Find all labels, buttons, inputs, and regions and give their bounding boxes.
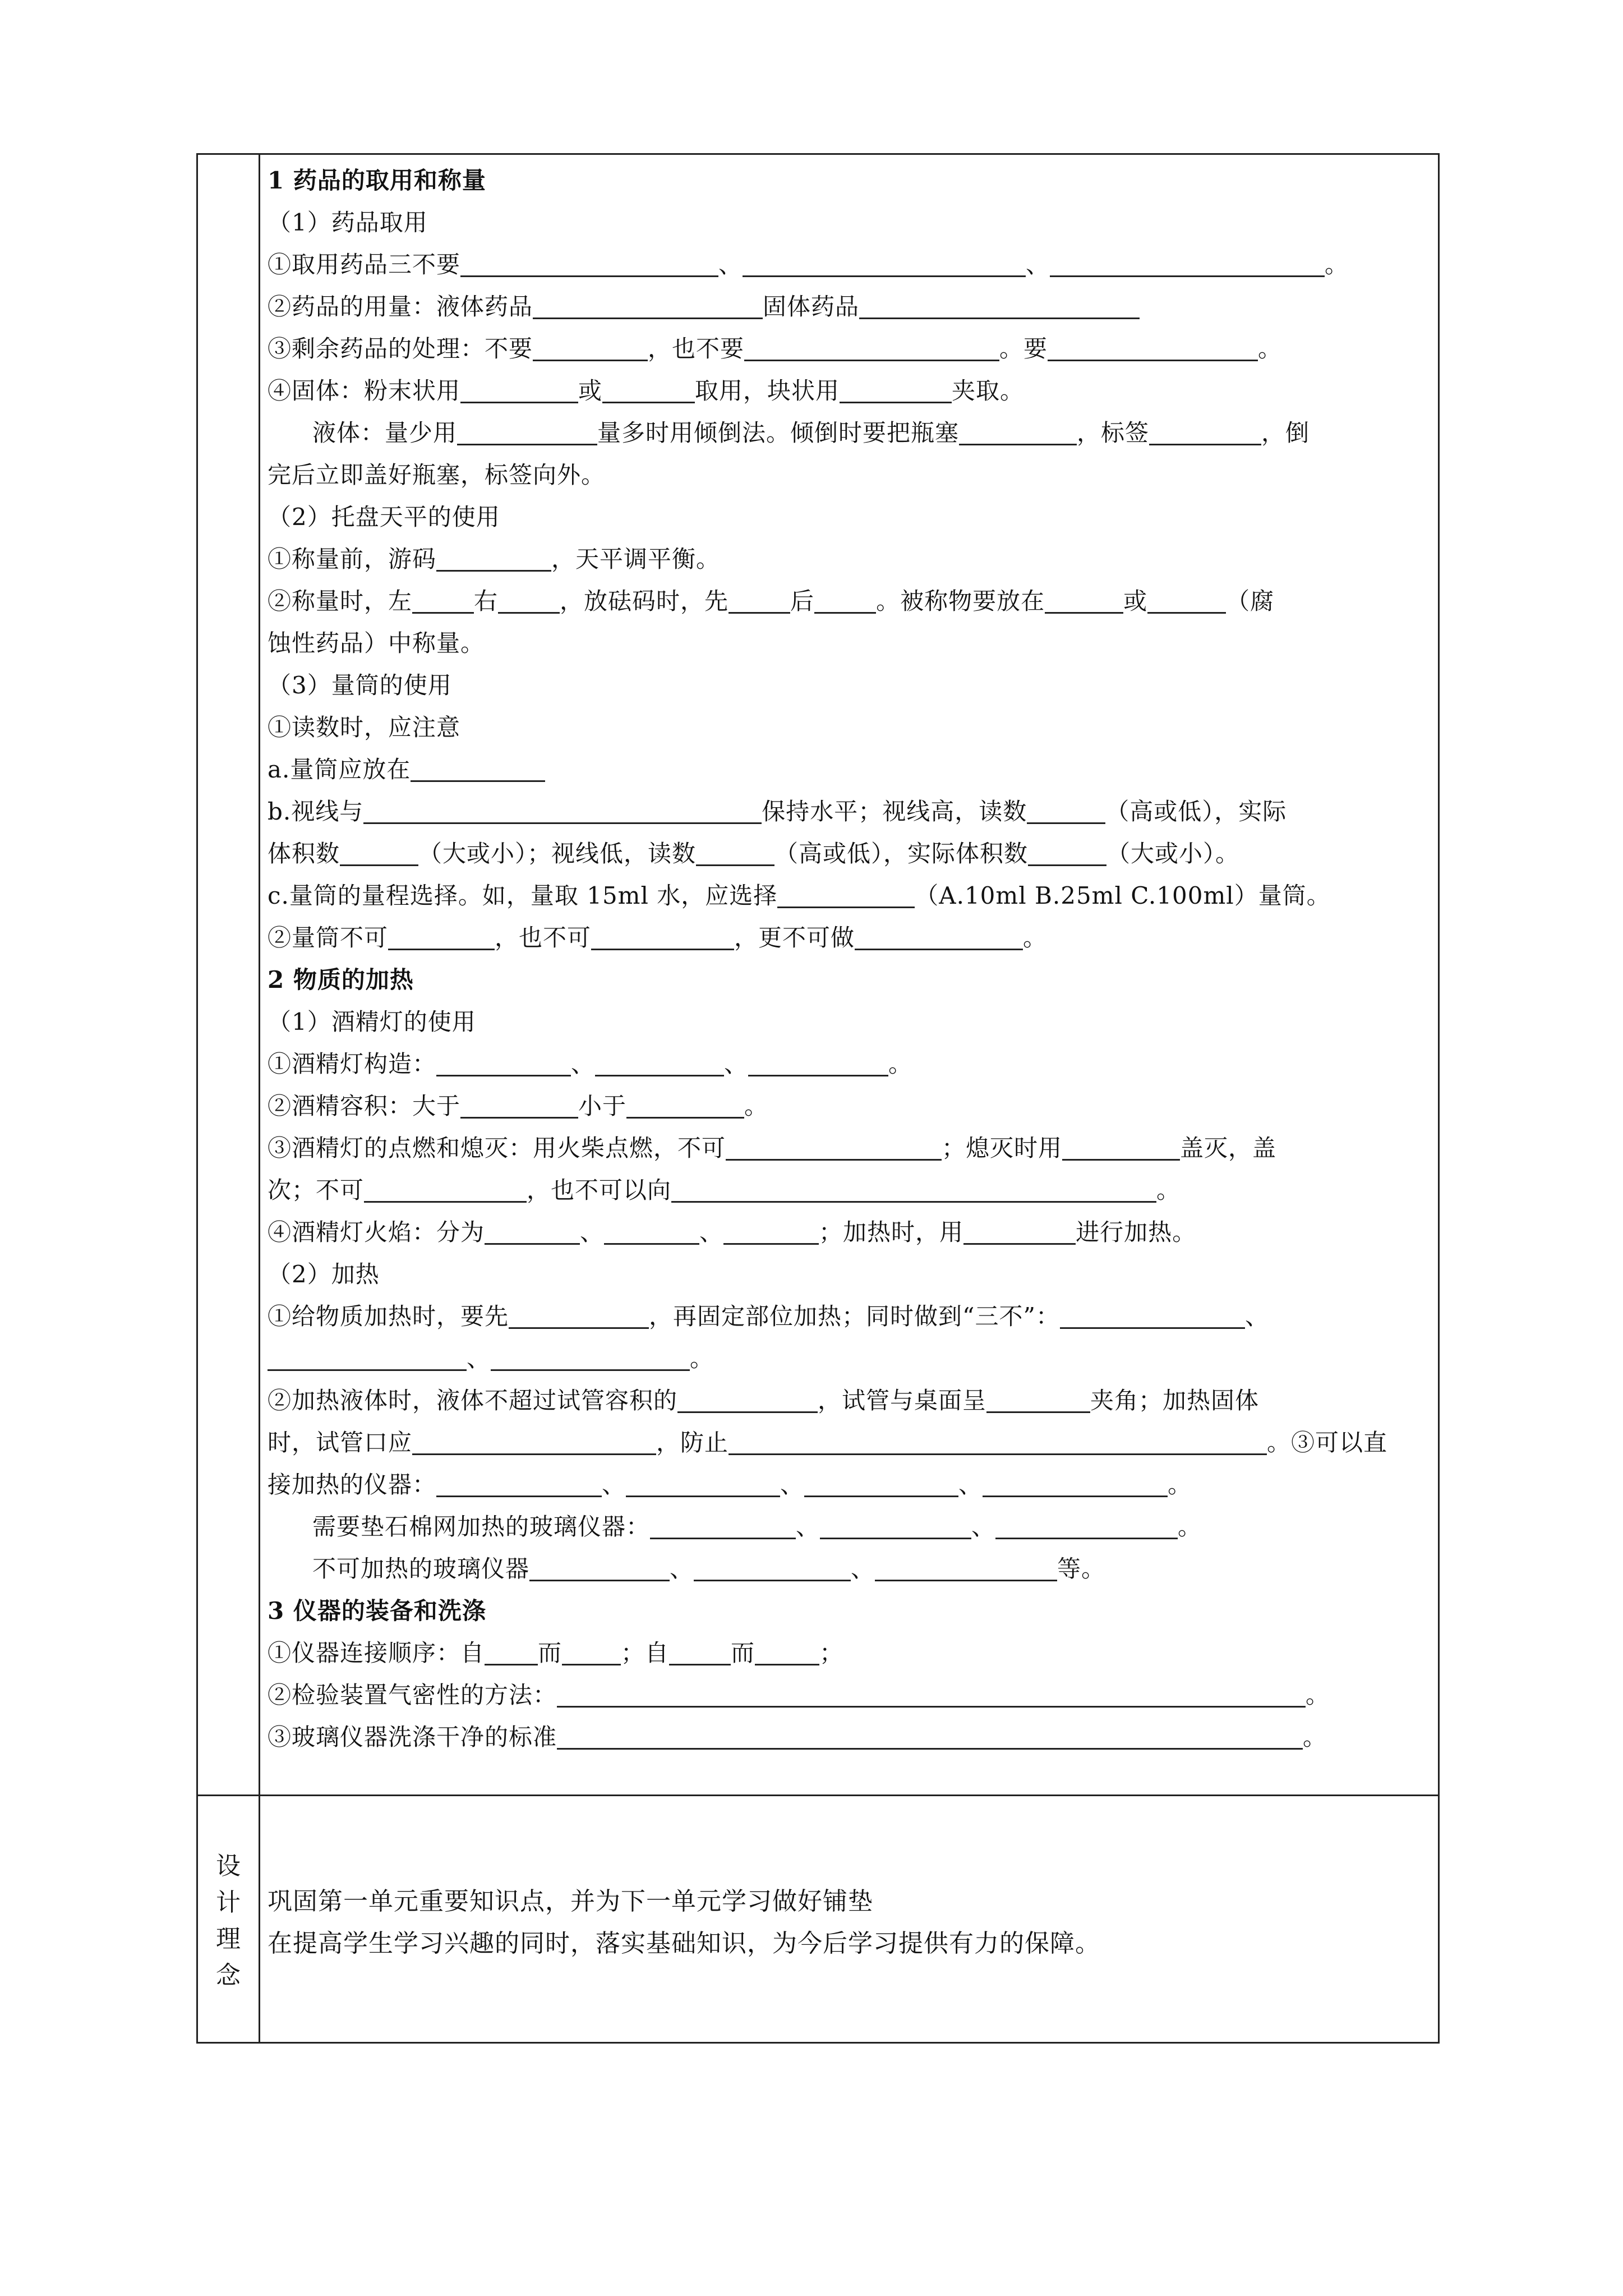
text-line: ③玻璃仪器洗涤干净的标准 。	[268, 1723, 1327, 1751]
section-heading-3: 3 仪器的装备和洗涤	[268, 1597, 486, 1625]
section-heading-2: 2 物质的加热	[268, 966, 414, 993]
text-line: 需要垫石棉网加热的玻璃仪器： 、 、 。	[312, 1513, 1202, 1540]
fill-blank[interactable]	[855, 923, 1023, 950]
text-line: ①仪器连接顺序：自 而 ；自 而 ；	[268, 1639, 844, 1667]
fill-blank[interactable]	[1048, 334, 1258, 361]
fill-blank[interactable]	[777, 881, 915, 908]
text-line: a.量筒应放在	[268, 748, 545, 790]
fill-blank[interactable]	[983, 1470, 1168, 1497]
fill-blank[interactable]	[591, 923, 734, 950]
fill-blank[interactable]	[436, 1049, 571, 1076]
text-line: ①称量前，游码 ，天平调平衡。	[268, 545, 721, 573]
fill-blank[interactable]	[959, 418, 1077, 445]
fill-blank[interactable]	[963, 1217, 1076, 1245]
column-divider	[259, 155, 260, 2042]
fill-blank[interactable]	[677, 1386, 818, 1413]
text-line: 时，试管口应 ，防止 。③可以直	[268, 1429, 1388, 1456]
fill-blank[interactable]	[859, 292, 1140, 319]
text-line: ④酒精灯火焰：分为 、 、 ；加热时，用 进行加热。	[268, 1218, 1197, 1246]
fill-blank[interactable]	[460, 1091, 578, 1119]
fill-blank[interactable]	[671, 1175, 1156, 1203]
text-line: ②药品的用量：液体药品 固体药品	[268, 286, 1140, 328]
fill-blank[interactable]	[364, 1175, 527, 1203]
fill-blank[interactable]	[820, 1512, 971, 1539]
fill-blank[interactable]	[814, 586, 876, 614]
text-line: ②量筒不可 ，也不可 ，更不可做 。	[268, 924, 1048, 951]
subsection-heating: （2）加热	[268, 1260, 380, 1288]
fill-blank[interactable]	[412, 586, 474, 614]
text-line: ①读数时，应注意	[268, 714, 461, 741]
fill-blank[interactable]	[744, 334, 999, 361]
text-line: 不可加热的玻璃仪器 、 、 等。	[312, 1555, 1106, 1582]
design-concept-text	[268, 1796, 1440, 2044]
fill-blank[interactable]	[340, 839, 418, 866]
text-line: ①酒精灯构造： 、 、 。	[268, 1050, 913, 1078]
fill-blank[interactable]	[533, 334, 648, 361]
text-line: 、 。	[268, 1337, 714, 1379]
fill-blank[interactable]	[694, 1554, 851, 1581]
text-line: ①取用药品三不要 、 、 。	[268, 251, 1349, 278]
text-line: 液体：量少用 量多时用倾倒法。倾倒时要把瓶塞 ，标签 ，倒	[312, 419, 1310, 447]
label-char: 设	[216, 1852, 241, 1880]
text-line: ②检验装置气密性的方法： 。	[268, 1681, 1330, 1709]
text-line: ②加热液体时，液体不超过试管容积的 ，试管与桌面呈 夹角；加热固体	[268, 1387, 1260, 1414]
design-line: 在提高学生学习兴趣的同时，落实基础知识，为今后学习提供有力的保障。	[268, 1929, 1100, 1958]
label-char: 念	[216, 1961, 241, 1990]
fill-blank[interactable]	[1045, 586, 1123, 614]
subsection-alcohol-lamp: （1）酒精灯的使用	[268, 1008, 476, 1036]
fill-blank[interactable]	[804, 1470, 958, 1497]
worksheet-table	[196, 153, 1440, 2044]
fill-blank[interactable]	[1060, 1301, 1245, 1329]
fill-blank[interactable]	[1147, 586, 1226, 614]
text-line: 次；不可 ，也不可以向 。	[268, 1176, 1181, 1204]
subsection-cylinder: （3）量筒的使用	[268, 671, 452, 699]
design-line: 巩固第一单元重要知识点，并为下一单元学习做好铺垫	[268, 1887, 873, 1916]
fill-blank[interactable]	[595, 1049, 724, 1076]
fill-blank[interactable]	[460, 376, 578, 403]
fill-blank[interactable]	[728, 1428, 1267, 1455]
fill-blank[interactable]	[529, 1554, 670, 1581]
fill-blank[interactable]	[728, 586, 790, 614]
text-line: 完后立即盖好瓶塞，标签向外。	[268, 461, 606, 489]
section-heading-1: 1 药品的取用和称量	[268, 167, 486, 194]
fill-blank[interactable]	[748, 1049, 888, 1076]
text-line: 接加热的仪器： 、 、 、 。	[268, 1471, 1192, 1498]
fill-blank[interactable]	[726, 1133, 942, 1161]
text-line: b.视线与 保持水平；视线高，读数 （高或低），实际	[268, 798, 1287, 825]
fill-blank[interactable]	[1149, 418, 1261, 445]
fill-blank[interactable]	[485, 1638, 538, 1665]
fill-blank[interactable]	[1050, 250, 1325, 277]
fill-blank[interactable]	[986, 1386, 1090, 1413]
subsection-balance: （2）托盘天平的使用	[268, 503, 500, 531]
fill-blank[interactable]	[995, 1512, 1178, 1539]
fill-blank[interactable]	[491, 1343, 690, 1371]
fill-blank[interactable]	[626, 1091, 744, 1119]
fill-blank[interactable]	[268, 1343, 467, 1371]
fill-blank[interactable]	[1028, 839, 1106, 866]
fill-blank[interactable]	[650, 1512, 796, 1539]
fill-blank[interactable]	[485, 1217, 580, 1245]
text-line: 体积数 （大或小）；视线低，读数 （高或低），实际体积数 （大或小）。	[268, 840, 1240, 867]
design-concept-label	[198, 1796, 259, 2044]
fill-blank[interactable]	[1062, 1133, 1180, 1161]
fill-blank[interactable]	[412, 1428, 656, 1455]
fill-blank[interactable]	[436, 544, 551, 572]
fill-blank[interactable]	[557, 1722, 1303, 1750]
fill-blank[interactable]	[723, 1217, 819, 1245]
fill-blank[interactable]	[669, 1638, 731, 1665]
fill-blank[interactable]	[509, 1301, 649, 1329]
text-line: ③剩余药品的处理：不要 ，也不要 。要 。	[268, 335, 1283, 362]
fill-blank[interactable]	[460, 250, 718, 277]
text-line: ③酒精灯的点燃和熄灭：用火柴点燃，不可 ；熄灭时用 盖灭，盖	[268, 1134, 1277, 1162]
fill-blank[interactable]	[602, 376, 695, 403]
label-char: 计	[216, 1888, 241, 1917]
fill-blank[interactable]	[457, 418, 597, 445]
fill-blank[interactable]	[411, 754, 545, 782]
fill-blank[interactable]	[1027, 797, 1105, 824]
fill-blank[interactable]	[626, 1470, 780, 1497]
fill-blank[interactable]	[562, 1638, 621, 1665]
fill-blank[interactable]	[743, 250, 1026, 277]
fill-blank[interactable]	[388, 923, 495, 950]
text-line: ①给物质加热时，要先 ，再固定部位加热；同时做到“三不”： 、	[268, 1303, 1269, 1330]
text-line: ④固体：粉末状用 或 取用，块状用 夹取。	[268, 377, 1025, 404]
fill-blank[interactable]	[755, 1638, 819, 1665]
subsection-drug-taking: （1）药品取用	[268, 209, 428, 236]
knowledge-section	[268, 155, 1440, 1793]
label-char: 理	[216, 1925, 241, 1953]
fill-blank[interactable]	[875, 1554, 1057, 1581]
text-line: ②酒精容积：大于 小于 。	[268, 1092, 769, 1120]
fill-blank[interactable]	[696, 839, 774, 866]
fill-blank[interactable]	[363, 797, 762, 824]
fill-blank[interactable]	[533, 292, 763, 319]
fill-blank[interactable]	[604, 1217, 699, 1245]
fill-blank[interactable]	[840, 376, 952, 403]
text-line: ②称量时，左 右 ，放砝码时，先 后 。被称物要放在 或 （腐	[268, 587, 1275, 615]
fill-blank[interactable]	[436, 1470, 602, 1497]
text-line: 蚀性药品）中称量。	[268, 629, 485, 657]
text-line: c.量筒的量程选择。如，量取 15ml 水，应选择 （A.10ml B.25ml C.100ml）量筒。	[268, 882, 1331, 909]
fill-blank[interactable]	[557, 1680, 1306, 1708]
fill-blank[interactable]	[498, 586, 560, 614]
